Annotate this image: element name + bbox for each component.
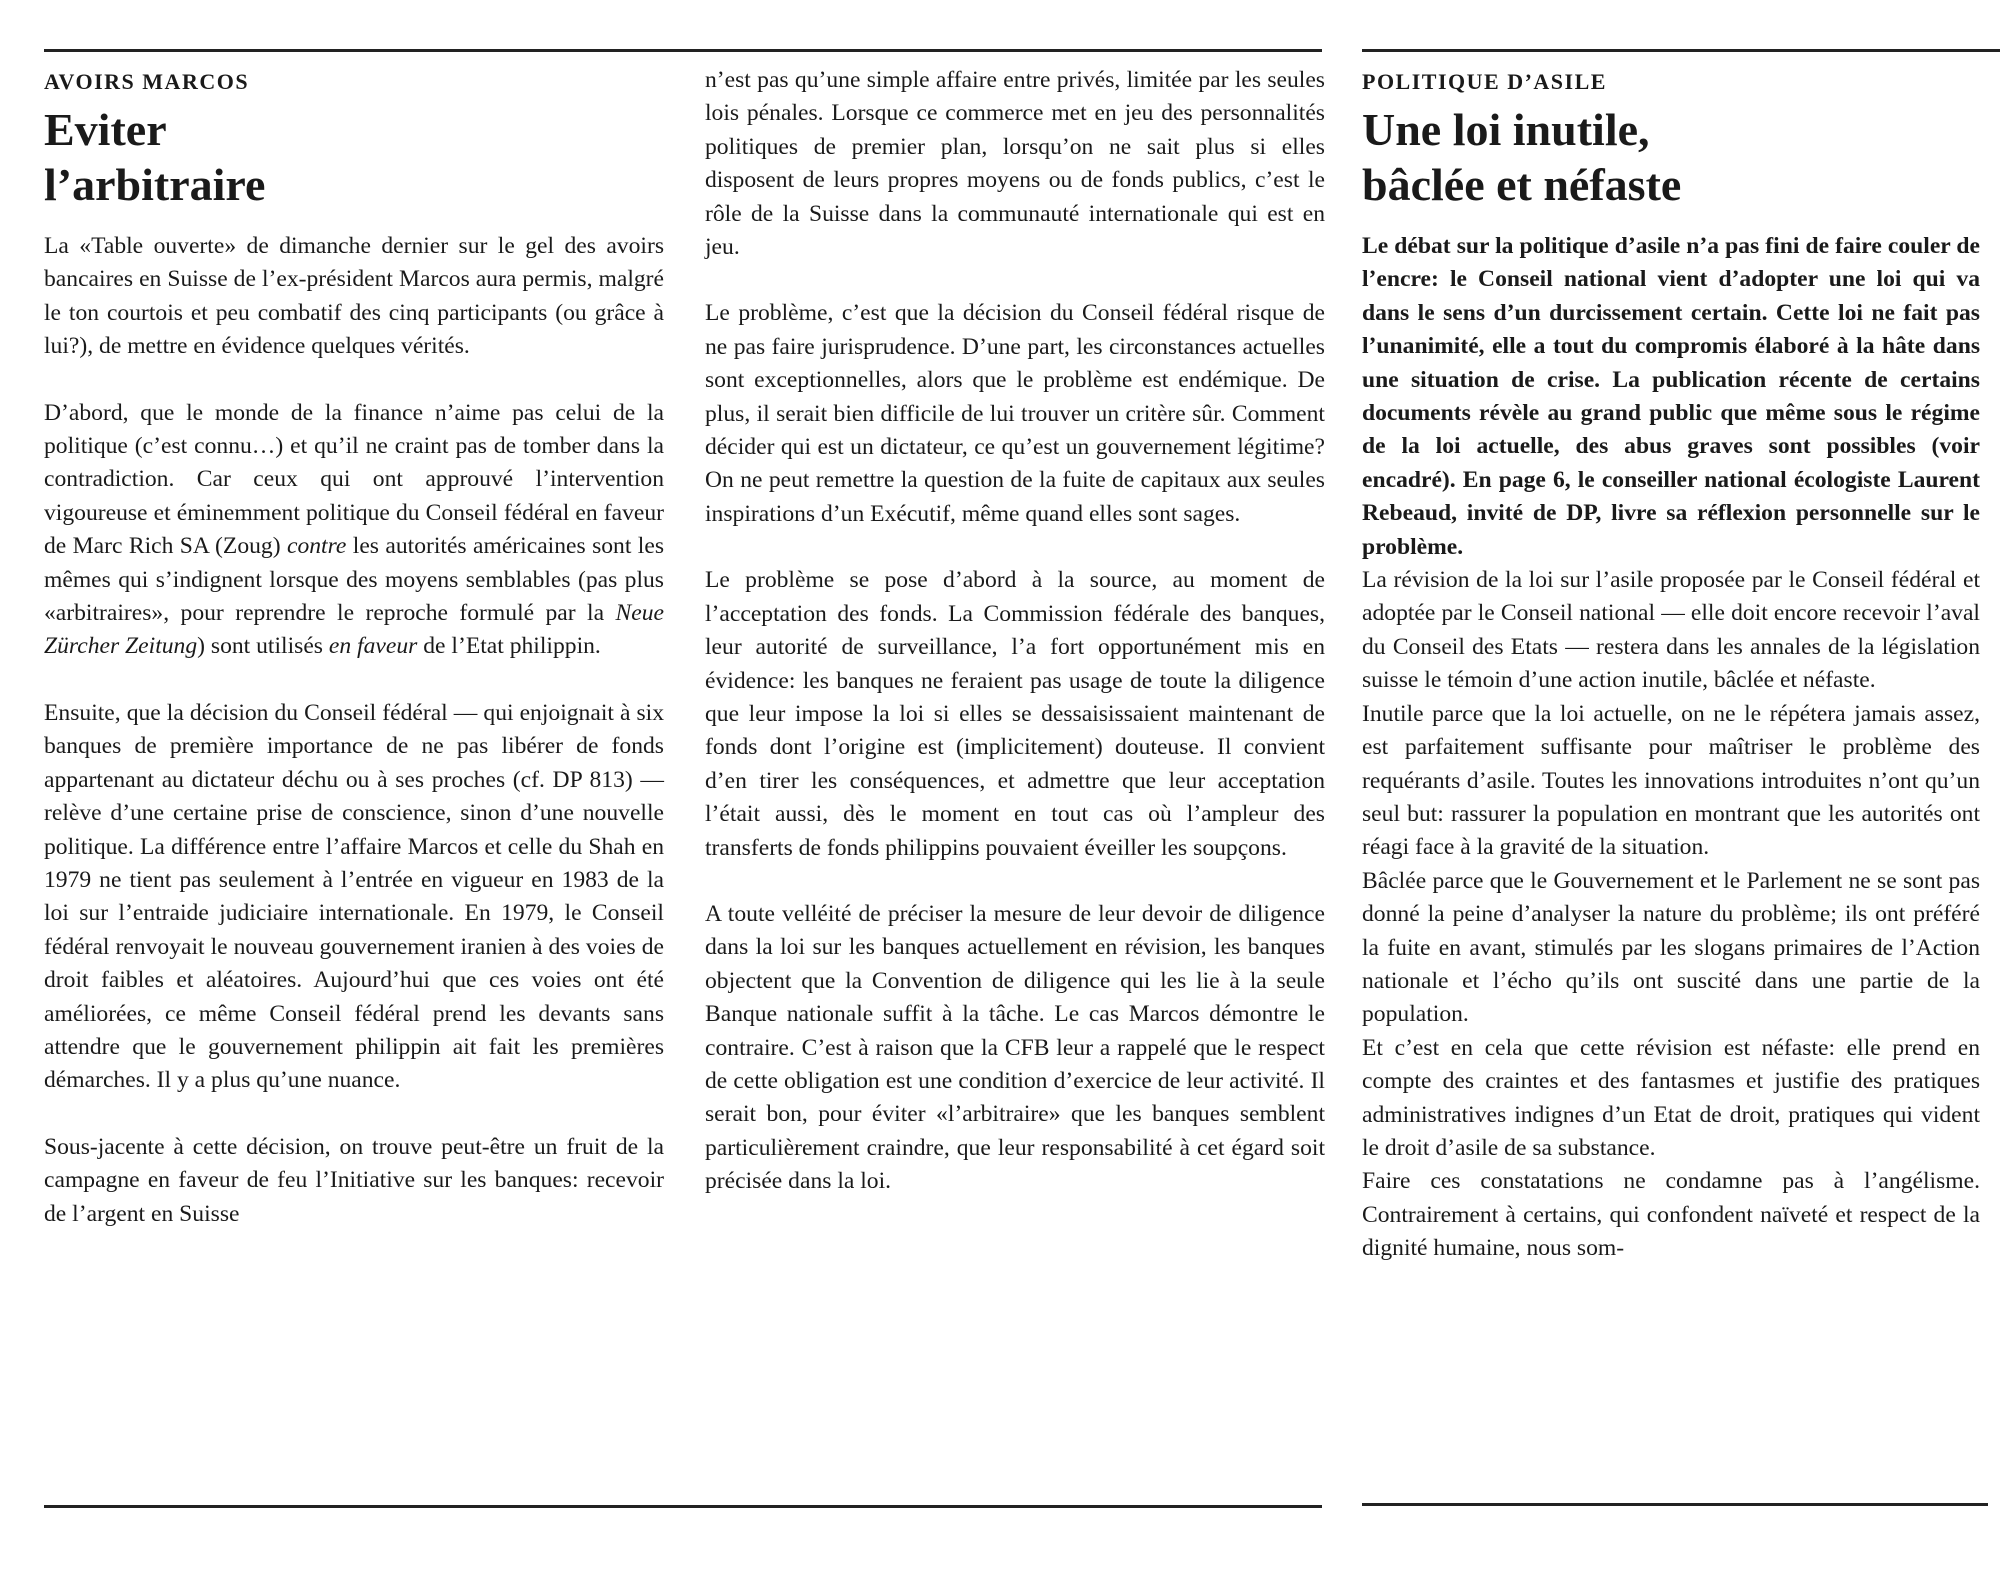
right-article-paragraph: Bâclée parce que le Gouvernement et le Parlement ne se sont pas donné la peine d’analyser la nature du problème; ils ont préféré la fuite en avant, stimulés par les slogans primaires de l’Action nationale et l’écho qu’ils ont suscité dans une partie de la population.: [1362, 867, 1980, 1028]
left-article-paragraph: D’abord, que le monde de la finance n’aime pas celui de la politique (c’est connu…) et qu’il ne craint pas de tomber dans la contradiction. Car ceux qui ont approuvé l’intervention vigoureuse et éminemment politique du Conseil fédéral en faveur de Marc Rich SA (Zoug) contre les autorités américaines sont les mêmes qui s’indignent lorsque des moyens semblables (pas plus «arbitraires», pour reprendre le reproche formulé par la Neue Zürcher Zeitung) sont utilisés en faveur de l’Etat philippin.: [44, 399, 664, 660]
left-article-title-line1: Eviter: [44, 104, 167, 155]
right-article-paragraph: Inutile parce que la loi actuelle, on ne le répétera jamais assez, est parfaitement suffisante pour maîtriser le problème des requérants d’asile. Toutes les innovations introduites n’ont qu’un seul but: rassurer la population en montrant que les autorités ont réagi face à la gravité de la situation.: [1362, 700, 1980, 861]
right-article-title: [1362, 102, 1980, 212]
left-article-kicker: AVOIRS MARCOS: [44, 69, 250, 94]
bottom-rule-right: [1362, 1503, 1988, 1506]
right-article-paragraph: La révision de la loi sur l’asile proposée par le Conseil fédéral et adoptée par le Conseil national — elle doit encore recevoir l’aval du Conseil des Etats — restera dans les annales de la législation suisse le témoin d’une action inutile, bâclée et néfaste.: [1362, 567, 1980, 694]
right-article-kicker: POLITIQUE D’ASILE: [1362, 69, 1607, 94]
left-article-column: [44, 68, 664, 1231]
left-article-title-line2: l’arbitraire: [44, 159, 266, 210]
left-article-title: [44, 102, 664, 212]
right-article-paragraph: Faire ces constatations ne condamne pas à l’angélisme. Contrairement à certains, qui confondent naïveté et respect de la dignité humaine, nous som-: [1362, 1168, 1980, 1262]
middle-article-paragraph: Le problème, c’est que la décision du Conseil fédéral risque de ne pas faire jurisprudence. D’une part, les circonstances actuelles sont exceptionnelles, alors que le problème est endémique. De plus, il serait bien difficile de lui trouver un critère sûr. Comment décider qui est un dictateur, ce qu’est un gouvernement légitime? On ne peut remettre la question de la fuite de capitaux aux seules inspirations d’un Exécutif, même quand elles sont sages.: [705, 300, 1325, 527]
right-article-lead: Le débat sur la politique d’asile n’a pas fini de faire couler de l’encre: le Conseil national vient d’adopter une loi qui va dans le sens d’un durcissement certain. Cette loi ne fait pas l’unanimité, elle a tout du compromis élaboré à la hâte dans une situation de crise. La publication récente de certains documents révèle au grand public que même sous le régime de la loi actuelle, des abus graves sont possibles (voir encadré). En page 6, le conseiller national écologiste Laurent Rebeaud, invité de DP, livre sa réflexion personnelle sur le problème.: [1362, 233, 1980, 560]
left-article-paragraph: Sous-jacente à cette décision, on trouve peut-être un fruit de la campagne en faveur de feu l’Initiative sur les banques: recevoir de l’argent en Suisse: [44, 1133, 664, 1227]
bottom-rule-left: [44, 1505, 1322, 1508]
middle-article-paragraph: Le problème se pose d’abord à la source, au moment de l’acceptation des fonds. La Commission fédérale des banques, leur autorité de surveillance, l’a fort opportunément mis en évidence: les banques ne feraient pas usage de toute la diligence que leur impose la loi si elles se dessaisissaient maintenant de fonds dont l’origine est (implicitement) douteuse. Il convient d’en tirer les conséquences, et admettre que leur acceptation l’était aussi, dès le moment en tout cas où l’ampleur des transferts de fonds philippins pouvaient éveiller les soupçons.: [705, 567, 1325, 861]
middle-article-paragraph: n’est pas qu’une simple affaire entre privés, limitée par les seules lois pénales. Lorsque ce commerce met en jeu des personnalités politiques de premier plan, lorsqu’on ne sait plus si elles disposent de leurs propres moyens ou de fonds publics, c’est le rôle de la Suisse dans la communauté internationale qui est en jeu.: [705, 67, 1325, 261]
middle-article-paragraph: A toute velléité de préciser la mesure de leur devoir de diligence dans la loi sur les banques actuellement en révision, les banques objectent que la Convention de diligence qui les lie à la seule Banque nationale suffit à la tâche. Le cas Marcos démontre le contraire. C’est à raison que la CFB leur a rappelé que le respect de cette obligation est une condition d’exercice de leur activité. Il serait bon, pour éviter «l’arbitraire» que les banques semblent particulièrement craindre, que leur responsabilité à cet égard soit précisée dans la loi.: [705, 900, 1325, 1195]
top-rule-right: [1362, 49, 2000, 52]
right-article-title-line2: bâclée et néfaste: [1362, 159, 1682, 210]
left-article-paragraph: La «Table ouverte» de dimanche dernier sur le gel des avoirs bancaires en Suisse de l’ex-président Marcos aura permis, malgré le ton courtois et peu combatif des cinq participants (ou grâce à lui?), de mettre en évidence quelques vérités.: [44, 233, 664, 360]
middle-article-column: [705, 64, 1325, 1199]
left-article-paragraph: Ensuite, que la décision du Conseil fédéral — qui enjoignait à six banques de première importance de ne pas libérer de fonds appartenant au dictateur déchu ou à ses proches (cf. DP 813) — relève d’une certaine prise de conscience, sinon d’une nouvelle politique. La différence entre l’affaire Marcos et celle du Shah en 1979 ne tient pas seulement à l’entrée en vigueur en 1983 de la loi sur l’entraide judiciaire internationale. En 1979, le Conseil fédéral renvoyait le nouveau gouvernement iranien à des voies de droit faibles et aléatoires. Aujourd’hui que ces voies ont été améliorées, ce même Conseil fédéral prend les devants sans attendre que le gouvernement philippin ait fait les premières démarches. Il y a plus qu’une nuance.: [44, 699, 664, 1094]
top-rule-left: [44, 49, 1322, 52]
right-article-column: [1362, 68, 1980, 1266]
right-article-paragraph: Et c’est en cela que cette révision est néfaste: elle prend en compte des craintes et des fantasmes et justifie des pratiques administratives indignes d’un Etat de droit, pratiques qui vident le droit d’asile de sa substance.: [1362, 1034, 1980, 1161]
right-article-title-line1: Une loi inutile,: [1362, 104, 1650, 155]
